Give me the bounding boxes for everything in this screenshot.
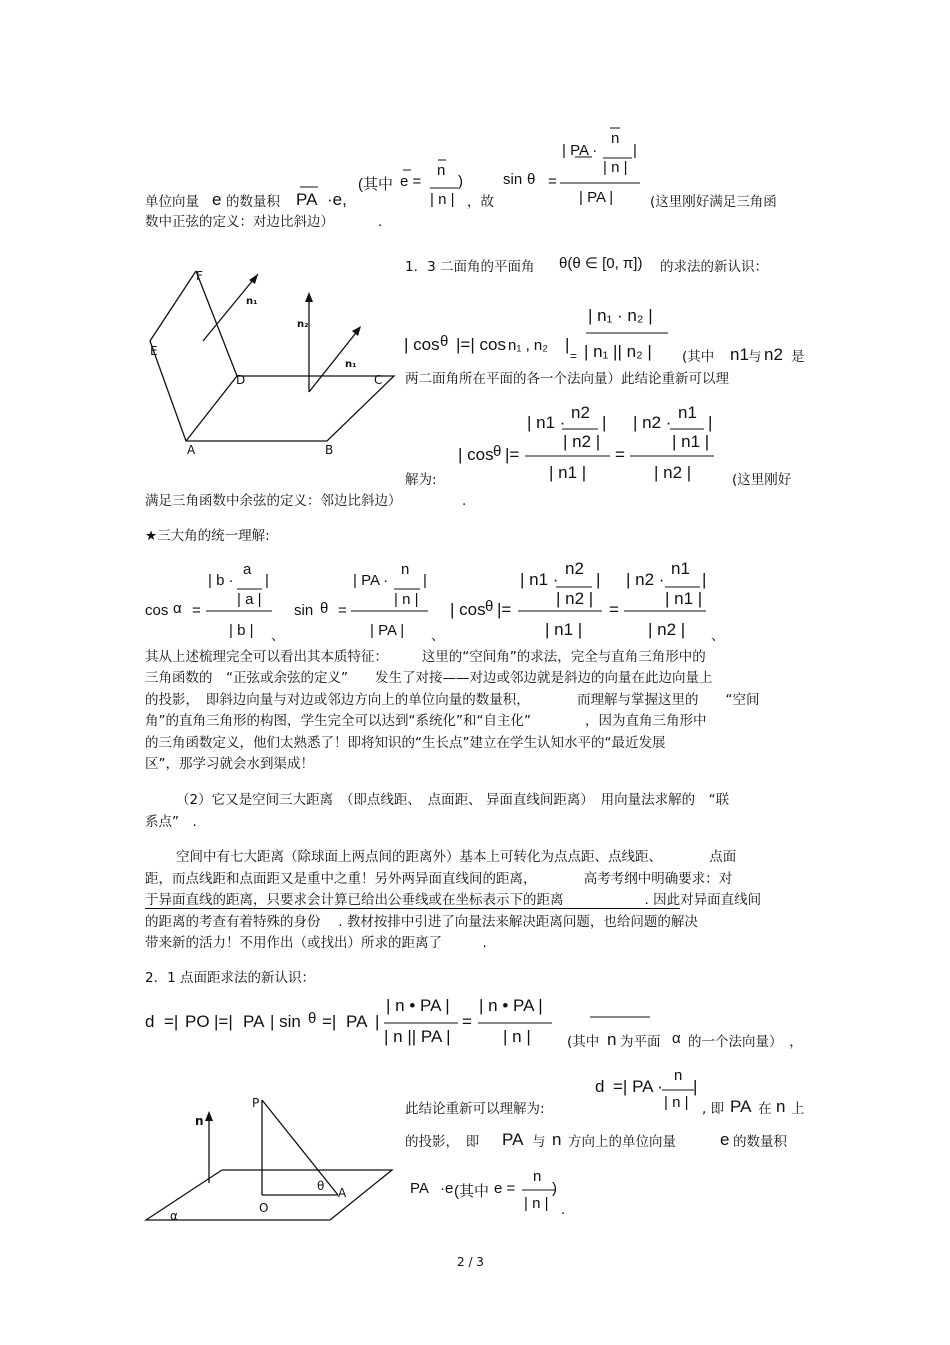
d2-l3-e2: e = xyxy=(494,1180,516,1197)
para1-line2: 三角函数的 “正弦或余弦的定义” 发生了对接——对边或邻边就是斜边的向量在此边向量上 xyxy=(145,670,713,686)
u-c1-num-b: n2 xyxy=(565,559,584,578)
d-theta: θ xyxy=(308,1010,317,1027)
u-a-num-den: | a | xyxy=(237,591,262,608)
period: . xyxy=(378,214,383,230)
cos-eq: = xyxy=(570,349,578,363)
u-c1-num-a: | n1 · xyxy=(520,570,559,589)
fig2-label-A: A xyxy=(338,1186,347,1200)
u-a-num-a: | b · xyxy=(208,572,234,589)
u-s-num-den: | n | xyxy=(394,591,419,608)
line-cos3: 满足三角函数中余弦的定义：邻边比斜边） xyxy=(145,493,402,509)
u-c1-num-c: | xyxy=(596,570,601,589)
text-qizhong: (其中 xyxy=(358,176,393,193)
para2-line1: （2）它又是空间三大距离 （即点线距、 点面距、 异面直线间距离） 用向量法求解的 “联 xyxy=(176,792,730,808)
u-a-den: | b | xyxy=(229,622,254,639)
vec-pa: PA xyxy=(296,190,318,209)
period2: . xyxy=(462,493,467,509)
cos-lhs: | cos xyxy=(404,335,440,354)
fig1-label-D: D xyxy=(236,373,246,387)
u-c-eq2: = xyxy=(609,600,619,619)
para1-line3: 的投影， 即斜边向量与对边或邻边方向上的单位向量的数量积， 而理解与掌握这里的 “空间 xyxy=(145,692,760,708)
text-yu: 与 xyxy=(748,349,762,365)
cos-theta: θ xyxy=(440,333,449,350)
sec13-title: 1．3 二面角的平面角 xyxy=(405,259,535,275)
fig1-label-n1a: n₁ xyxy=(246,296,258,307)
u-c-lhs: | cos xyxy=(450,600,486,619)
para1-line6: 区”，那学习就会水到渠成！ xyxy=(145,756,314,772)
para3-line1: 空间中有七大距离（除球面上两点间的距离外）基本上可转化为点点距、点线距、 点面 xyxy=(176,849,737,865)
cos2-eq2: = xyxy=(615,445,625,464)
sin-den: | PA | xyxy=(579,189,614,206)
cos2-f1-den: | n1 | xyxy=(549,463,587,482)
d2-line2c: 的数量积 xyxy=(733,1134,787,1150)
frac-n: n xyxy=(437,162,446,179)
frac-abs-n: | n | xyxy=(430,191,455,208)
sin-num-bar: | xyxy=(633,142,637,159)
sin-num: | PA · xyxy=(562,142,598,159)
d2-pa2: PA xyxy=(502,1130,524,1149)
cos-mid: |=| cos xyxy=(456,335,506,354)
cos2-f2-num-b: n1 xyxy=(678,403,697,422)
cos2-f2-num-c: | xyxy=(708,413,713,432)
u-c2-num-den: | n1 | xyxy=(665,589,703,608)
d-n: n xyxy=(607,1030,617,1049)
u-c-eq: |= xyxy=(497,600,512,619)
d2-eq: =| PA · xyxy=(613,1077,663,1096)
d2-e: e xyxy=(720,1130,730,1149)
fig2-label-P: P xyxy=(252,1096,260,1110)
cos2-f2-num-a: | n2 · xyxy=(633,413,672,432)
para1-line1: 其从上述梳理完全可以看出其本质特征： 这里的“空间角”的求法，完全与直角三角形中的 xyxy=(145,649,706,665)
fig1-label-E: E xyxy=(150,344,158,358)
cos2-f1-num-b: n2 xyxy=(571,403,590,422)
d2-l3-den: | n | xyxy=(524,1195,549,1212)
d2-l3-pa: PA xyxy=(410,1180,429,1197)
fig2-label-O: O xyxy=(259,1201,269,1215)
u-s-num-b: n xyxy=(401,561,410,578)
u-sep2: 、 xyxy=(431,628,445,644)
para3-line2: 距，而点线距和点面距又是重中之重！另外两异面直线间的距离， 高考考纲中明确要求：对 xyxy=(145,871,733,887)
cos2-f1-num-c: | xyxy=(602,413,607,432)
d2-line2b: 方向上的单位向量 xyxy=(568,1134,676,1150)
d-tail: 的一个法向量） ， xyxy=(688,1034,803,1050)
dot-e: ·e, xyxy=(327,190,347,209)
note-cos: (这里刚好 xyxy=(732,472,792,488)
text-shi: 是 xyxy=(791,349,805,365)
eq: = xyxy=(548,173,557,190)
cos2-theta: θ xyxy=(493,443,502,460)
vec-n1: n1 xyxy=(730,345,749,364)
u-c2-num-a: | n2 · xyxy=(626,570,665,589)
u-c1-den: | n1 | xyxy=(545,620,583,639)
sec21-title: 2．1 点面距求法的新认识： xyxy=(145,970,315,986)
u-sin: sin xyxy=(294,602,314,619)
d-eq4: = xyxy=(462,1012,472,1031)
u-eq1: = xyxy=(192,602,201,619)
text-unit-vector: 单位向量 xyxy=(145,194,199,210)
d-eq3: =| xyxy=(322,1012,337,1031)
cos2-eq1: |= xyxy=(505,445,520,464)
u-c1-num-den: | n2 | xyxy=(556,589,594,608)
star-title: ★三大角的统一理解: xyxy=(145,528,270,544)
d2-line2a: 的投影， 即 xyxy=(405,1134,480,1150)
u-sep1: 、 xyxy=(271,628,285,644)
u-cos: cos xyxy=(145,602,169,619)
para3-line4: 的距离的考查有着特殊的身份 . 教材按排中引进了向量法来解决距离问题，也给问题的解决 xyxy=(145,914,698,930)
cos-vec: n₁ , n₂ xyxy=(508,337,549,354)
para1-line4: 角”的直角三角形的构图，学生完全可以达到“系统化”和“自主化” ，因为直角三角形中 xyxy=(145,713,707,729)
cos2-f2-den: | n2 | xyxy=(654,463,692,482)
sin-label: sin xyxy=(503,171,523,188)
d2-n3: n xyxy=(552,1130,562,1149)
vec-n2: n2 xyxy=(764,345,783,364)
d2-shang: 上 xyxy=(791,1101,805,1117)
d-wei: 为平面 xyxy=(620,1034,661,1050)
d-f1-den: | n || PA | xyxy=(384,1027,451,1046)
fig1-label-n1b: n₁ xyxy=(345,359,357,370)
vec-pa-d2: PA xyxy=(346,1012,368,1031)
cos2-lhs: | cos xyxy=(458,445,494,464)
fig1-label-C: C xyxy=(374,373,383,387)
u-c2-den: | n2 | xyxy=(648,620,686,639)
u-eq2: = xyxy=(338,602,347,619)
d-label: d xyxy=(145,1012,155,1031)
cos-num: | n₁ · n₂ | xyxy=(588,306,653,325)
d2-d: d xyxy=(595,1077,605,1096)
u-sep3: 、 xyxy=(711,628,725,644)
d2-yu: 与 xyxy=(532,1134,546,1150)
cos2-f1-num-den: | n2 | xyxy=(563,432,601,451)
vec-po: PO xyxy=(185,1012,210,1031)
theta: θ xyxy=(527,171,536,188)
text-gu: ，故 xyxy=(467,194,494,210)
sec13-tail: 的求法的新认识： xyxy=(660,259,768,275)
u-alpha: α xyxy=(173,600,182,617)
d-f1-num: | n • PA | xyxy=(386,996,450,1015)
line2: 数中正弦的定义：对边比斜边） xyxy=(145,214,334,230)
d2-n2: n xyxy=(776,1097,786,1116)
u-s-num-a: | PA · xyxy=(353,572,389,589)
text-jie: 解为: xyxy=(405,472,437,488)
text-dot-product: 的数量积 xyxy=(226,194,280,210)
vec-e: e xyxy=(212,190,222,209)
para3-line5: 带来新的活力！不用作出（或找出）所求的距离了 . xyxy=(145,935,487,951)
d2-zai: 在 xyxy=(758,1101,772,1117)
note-sine: (这里刚好满足三角函 xyxy=(650,194,777,210)
u-a-num-b: a xyxy=(243,561,252,578)
fig1-label-A: A xyxy=(187,443,196,457)
u-s-num-c: | xyxy=(423,572,427,589)
fig1-label-n2: n₂ xyxy=(297,319,309,330)
d2-bar: | xyxy=(693,1077,698,1096)
u-c2-num-c: | xyxy=(702,570,707,589)
sin-num-n: n xyxy=(611,130,620,147)
cos-den: | n₁ || n₂ | xyxy=(584,342,652,361)
d2-lead: 此结论重新可以理解为: xyxy=(405,1101,545,1117)
u-theta: θ xyxy=(320,600,329,617)
cos-close: | xyxy=(565,335,570,354)
d-eq2: |=| xyxy=(214,1012,233,1031)
para2-line2: 系点” . xyxy=(145,814,197,830)
cos2-f2-num-den: | n1 | xyxy=(672,432,710,451)
fig1-label-F: F xyxy=(196,269,203,283)
d2-l3-qz: (其中 xyxy=(454,1183,489,1200)
d-eq1: =| xyxy=(164,1012,179,1031)
para1-line5: 的三角函数定义，他们太熟悉了！即将知识的“生长点”建立在学生认知水平的“最近发展 xyxy=(145,735,666,751)
u-c-theta: θ xyxy=(485,598,494,615)
d2-l3-close: ) xyxy=(552,1180,557,1197)
d2-den: | n | xyxy=(664,1094,689,1111)
text-qizhong2: (其中 xyxy=(682,349,715,365)
d-alpha: α xyxy=(672,1030,681,1047)
fig2-label-alpha: α xyxy=(170,1209,178,1223)
cos2-f1-num-a: | n1 · xyxy=(527,413,566,432)
d2-l3-n: n xyxy=(533,1168,542,1185)
u-a-num-c: | xyxy=(265,572,269,589)
d2-ji: , 即 xyxy=(702,1101,725,1117)
u-s-den: | PA | xyxy=(370,622,405,639)
d2-l3-e: ·e xyxy=(440,1180,454,1197)
e-eq: e = xyxy=(400,173,422,190)
u-c2-num-b: n1 xyxy=(671,559,690,578)
fig2-label-theta: θ xyxy=(317,1179,325,1193)
vec-pa-d: PA xyxy=(243,1012,265,1031)
sec13-range: θ(θ ∈ [0, π]) xyxy=(559,255,643,272)
sin-num-den: | n | xyxy=(603,159,628,176)
d-sin: | sin xyxy=(270,1012,301,1031)
d2-n: n xyxy=(674,1067,683,1084)
d-f2-num: | n • PA | xyxy=(479,996,543,1015)
d2-l3-dot: . xyxy=(561,1201,566,1218)
close-paren: ) xyxy=(458,173,463,190)
fig2-label-n: n xyxy=(195,1114,204,1128)
page-number: 2 / 3 xyxy=(457,1255,484,1269)
d-bar: | xyxy=(375,1012,380,1031)
line-cos2: 两二面角所在平面的各一个法向量）此结论重新可以理 xyxy=(405,371,729,387)
para3-line3: 于异面直线的距离，只要求会计算已给出公垂线或在坐标表示下的距离 . 因此对异面直线间 xyxy=(145,892,762,908)
d-f2-den: | n | xyxy=(503,1027,531,1046)
d-qizhong: (其中 xyxy=(567,1034,600,1050)
fig1-label-B: B xyxy=(325,443,334,457)
d2-pa: PA xyxy=(730,1097,752,1116)
